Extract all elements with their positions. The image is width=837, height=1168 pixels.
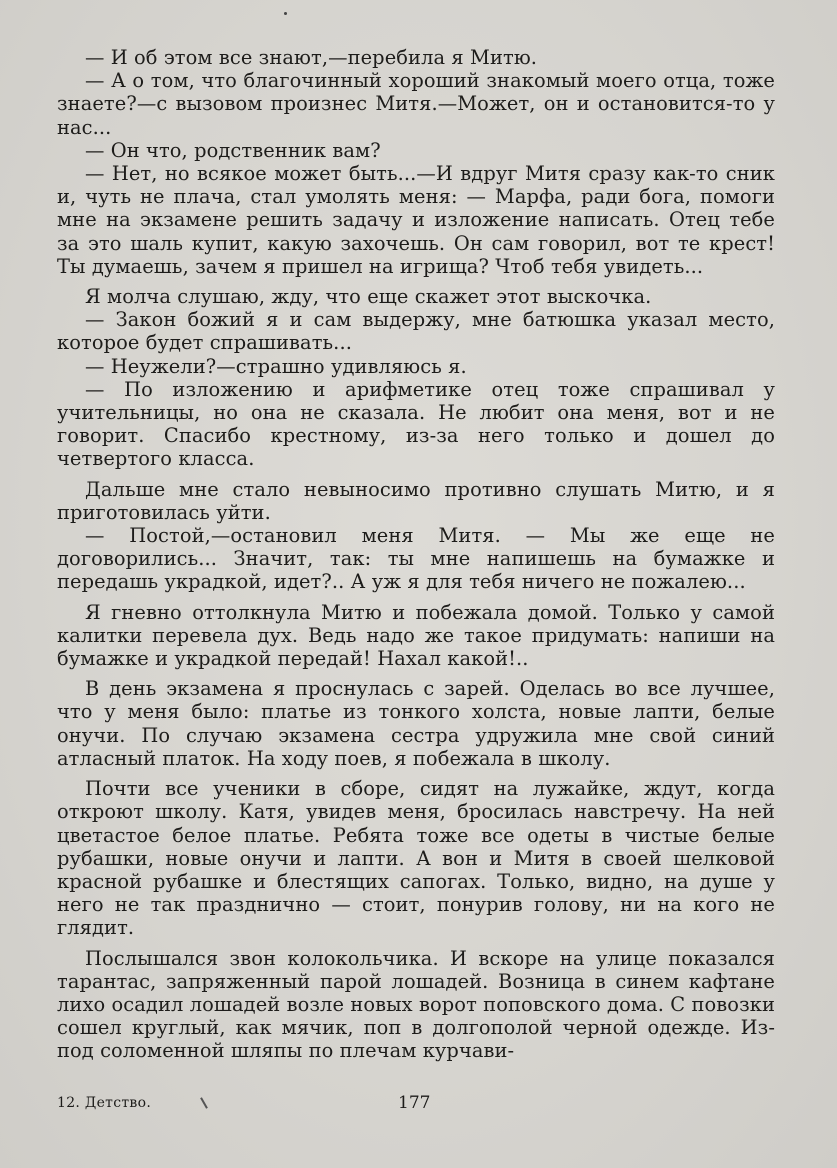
paragraph: — Постой,—остановил меня Митя. — Мы же еще не договорились... Значит, так: ты мне напишешь на бумажке и передашь украдкой, идет?.. А уж я для тебя ничего не пожалею... xyxy=(57,524,775,594)
paragraph: — А о том, что благочинный хороший знакомый моего отца, тоже знаете?—с вызовом произнес Митя.—Может, он и остановится-то у нас... xyxy=(57,69,775,139)
paragraph: — И об этом все знают,—перебила я Митю. xyxy=(85,46,538,69)
signature-mark: 12. Детство. xyxy=(57,1095,152,1111)
paragraph: Почти все ученики в сборе, сидят на лужайке, ждут, когда откроют школу. Катя, увидев меня, бросилась навстречу. На ней цветастое белое платье. Ребята тоже все одеты в чистые белые рубашки, новые онучи и лапти. А вон и Митя в своей шелковой красной рубашке и блестящих сапогах. Только, видно, на душе у него не так празднично — стоит, понурив голову, ни на кого не глядит. xyxy=(57,777,775,940)
paragraph: — Неужели?—страшно удивляюсь я. xyxy=(85,354,467,378)
print-speck xyxy=(284,12,287,15)
paragraph: — По изложению и арифметике отец тоже спрашивал у учительницы, но она не сказала. Не любит она меня, вот и не говорит. Спасибо крестному, из-за него только и дошел до четвертого класса. xyxy=(57,377,775,471)
paragraph: Послышался звон колокольчика. И вскоре на улице показался тарантас, запряженный парой лошадей. Возница в синем кафтане лихо осадил лошадей возле новых ворот поповского дома. С повозки сошел круглый, как мячик, поп в долгополой черной одежде. Из-под соломенной шляпы по плечам курчави- xyxy=(57,946,775,1063)
page-number: 177 xyxy=(398,1093,431,1113)
body-text xyxy=(57,46,775,1063)
paragraph: Дальше мне стало невыносимо противно слушать Митю, и я приготовилась уйти. xyxy=(57,477,775,524)
paragraph: Я молча слушаю, жду, что еще скажет этот выскочка. xyxy=(85,285,652,309)
print-speck xyxy=(200,1097,208,1108)
paragraph: — Нет, но всякое может быть...—И вдруг Митя сразу как-то сник и, чуть не плача, стал умолять меня: — Марфа, ради бога, помоги мне на экзамене решить задачу и изложение написать. Отец тебе за это шаль купит, какую захочешь. Он сам говорил, вот те крест! Ты думаешь, зачем я пришел на игрища? Чтоб тебя увидеть... xyxy=(57,162,775,278)
paragraph: В день экзамена я проснулась с зарей. Оделась во все лучшее, что у меня было: платье из тонкого холста, новые лапти, белые онучи. По случаю экзамена сестра удружила мне свой синий атласный платок. На ходу поев, я побежала в школу. xyxy=(57,677,775,770)
paragraph: — Закон божий я и сам выдержу, мне батюшка указал место, которое будет спрашивать... xyxy=(57,308,775,355)
paragraph: — Он что, родственник вам? xyxy=(85,138,381,162)
paragraph: Я гневно оттолкнула Митю и побежала домой. Только у самой калитки перевела дух. Ведь надо же такое придумать: напиши на бумажке и украдкой передай! Нахал какой!.. xyxy=(57,600,775,671)
